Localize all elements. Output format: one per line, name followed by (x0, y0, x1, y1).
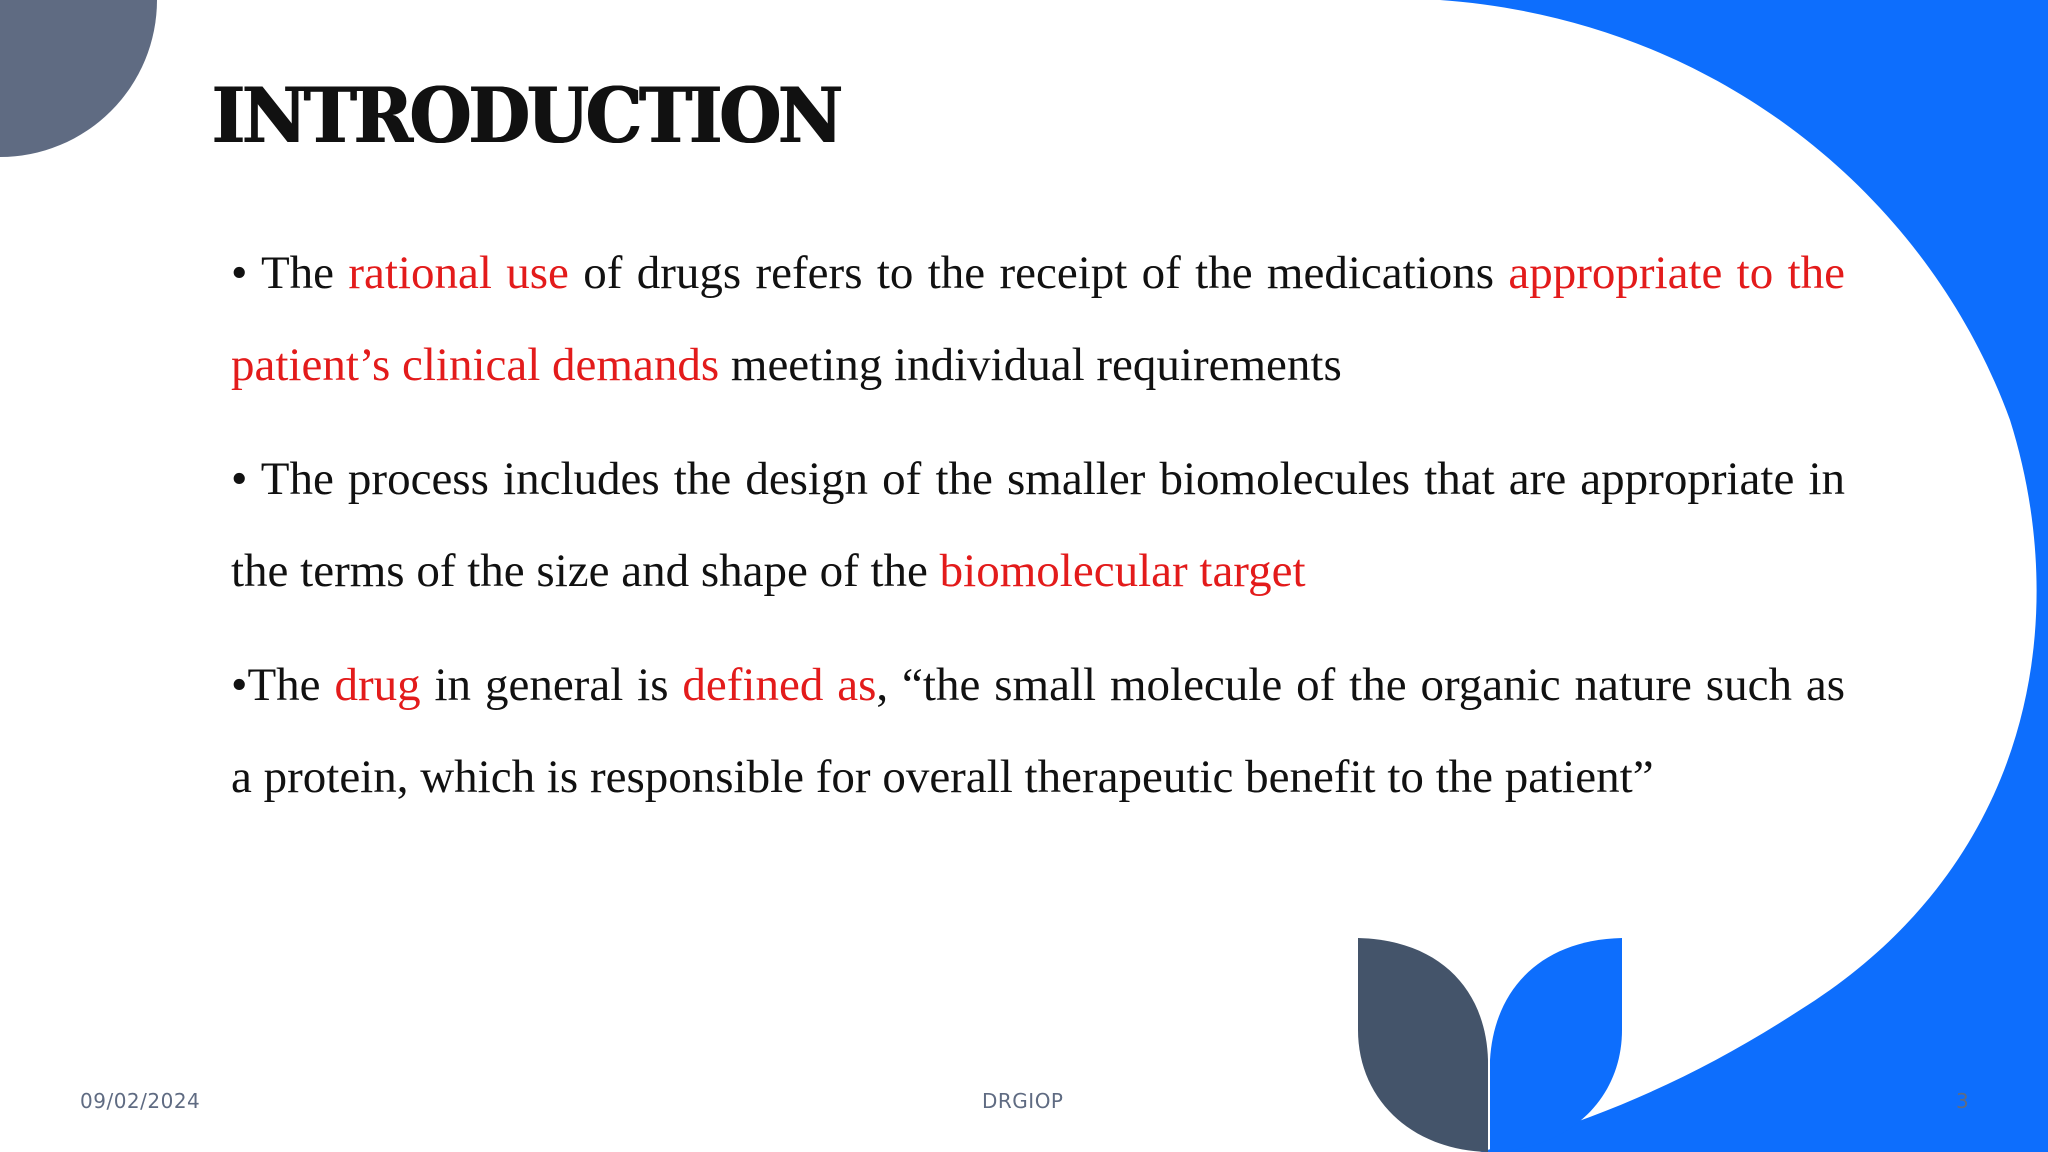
bullet-process (231, 433, 1845, 617)
highlight-text: biomolecular target (939, 545, 1306, 597)
bullet-text: in general is (420, 659, 683, 711)
bullet-rational-use (231, 227, 1845, 411)
left-leaf-shape (1358, 938, 1488, 1152)
bullet-text: • The process includes the design of the smaller biomolecules that are appropriate in the terms of the size and shape of the (231, 453, 1845, 597)
bullet-text: •The (231, 659, 335, 711)
bullet-text: of drugs refers to the receipt of the medications (568, 247, 1509, 299)
bullet-text: meeting individual requirements (719, 339, 1342, 391)
page-number: 3 (1956, 1089, 1970, 1113)
top-left-quarter-circle (0, 0, 157, 157)
bullet-text: • The (231, 247, 349, 299)
bullet-text: , “the small molecule of the organic nature such as a protein, which is responsible for overall therapeutic benefit to the patient” (231, 659, 1845, 803)
highlight-text: rational use (348, 247, 569, 299)
bullet-drug-definition (231, 639, 1845, 823)
footer-center-text: DRGIOP (982, 1089, 1064, 1113)
highlight-text: appropriate to the patient’s clinical demands (231, 247, 1845, 391)
slide-body (231, 227, 1845, 845)
footer-date: 09/02/2024 (80, 1089, 201, 1113)
highlight-text: drug (334, 659, 421, 711)
highlight-text: defined as (682, 659, 877, 711)
slide-title: INTRODUCTION (212, 71, 841, 160)
